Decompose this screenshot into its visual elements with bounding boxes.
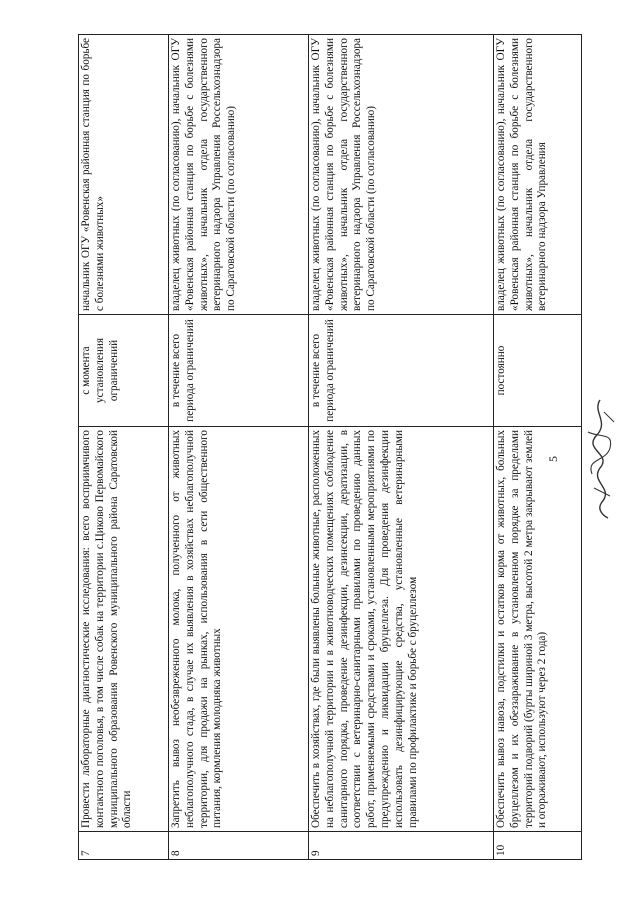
measures-table bbox=[78, 34, 582, 860]
term-text: в течение всего периода ограничений bbox=[309, 315, 494, 427]
row-number: 10 bbox=[494, 832, 582, 860]
row-number: 8 bbox=[169, 832, 309, 860]
responsible-text: владелец животных (по согласованию), начальник ОГУ «Ровенская районная станция по борьбе с болезнями животных», начальник отдела государственного ветеринарного надзора Управления Россельхознадзора по Саратовской области (по согласованию) bbox=[309, 35, 494, 315]
responsible-text: владелец животных (по согласованию), начальник ОГУ «Ровенская районная станция по борьбе с болезнями животных», начальник отдела государственного ветеринарного надзора Управления Россельхознадзора по Саратовской области (по согласованию) bbox=[169, 35, 309, 315]
row-number: 9 bbox=[309, 832, 494, 860]
page-number: 5 bbox=[546, 456, 560, 462]
term-text: в течение всего периода ограничений bbox=[169, 315, 309, 427]
term-text: постоянно bbox=[494, 315, 582, 427]
handwritten-signature bbox=[570, 392, 630, 522]
table-row bbox=[309, 35, 494, 860]
measure-text: Обеспечить вывоз навоза, подстилки и остатков корма от животных, больных бруцеллезом и их обеззараживание в установленном порядке за пределами территорий подворий (бурты шириной 3 метра, высотой 2 метра закрывают землей и огораживают, используют через 2 года) bbox=[494, 427, 582, 832]
term-text: с момента установления ограничений bbox=[79, 315, 169, 427]
table-row bbox=[494, 35, 582, 860]
measure-text: Обеспечить в хозяйствах, где были выявлены больные животные, расположенных на неблагополучной территории и в животноводческих помещениях соблюдение санитарного порядка, проведение дезинфекции, дезинсекции, дератизации, в соответствии с ветеринарно-санитарными правилами по проведению данных работ, применяемыми средствами и сроками, установленными мероприятиями по предупреждению и ликвидации бруцеллеза. Для проведения дезинфекции использовать дезинфицирующие средства, установленные ветеринарными правилами по профилактике и борьбе с бруцеллезом bbox=[309, 427, 494, 832]
row-number: 7 bbox=[79, 832, 169, 860]
measures-table-rotated bbox=[78, 35, 583, 860]
responsible-text: владелец животных (по согласованию), начальник ОГУ «Ровенская районная станция по борьбе с болезнями животных», начальник отдела государственного ветеринарного надзора Управления bbox=[494, 35, 582, 315]
table-row bbox=[79, 35, 169, 860]
measure-text: Запретить вывоз необезвреженного молока, полученного от животных неблагополучного стада, в случае их выявления в хозяйствах неблагополучной территории, для продажи на рынках, использования в сети общественного питания, кормления молодняка животных bbox=[169, 427, 309, 832]
measure-text: Провести лабораторные диагностические исследования: всего восприимчивого контактного поголовья, в том числе собак на территории с.Циково Первомайского муниципального образования Ровенского муниципального района Саратовской области bbox=[79, 427, 169, 832]
responsible-text: начальник ОГУ «Ровенская районная станция по борьбе с болезнями животных» bbox=[79, 35, 169, 315]
table-row bbox=[169, 35, 309, 860]
